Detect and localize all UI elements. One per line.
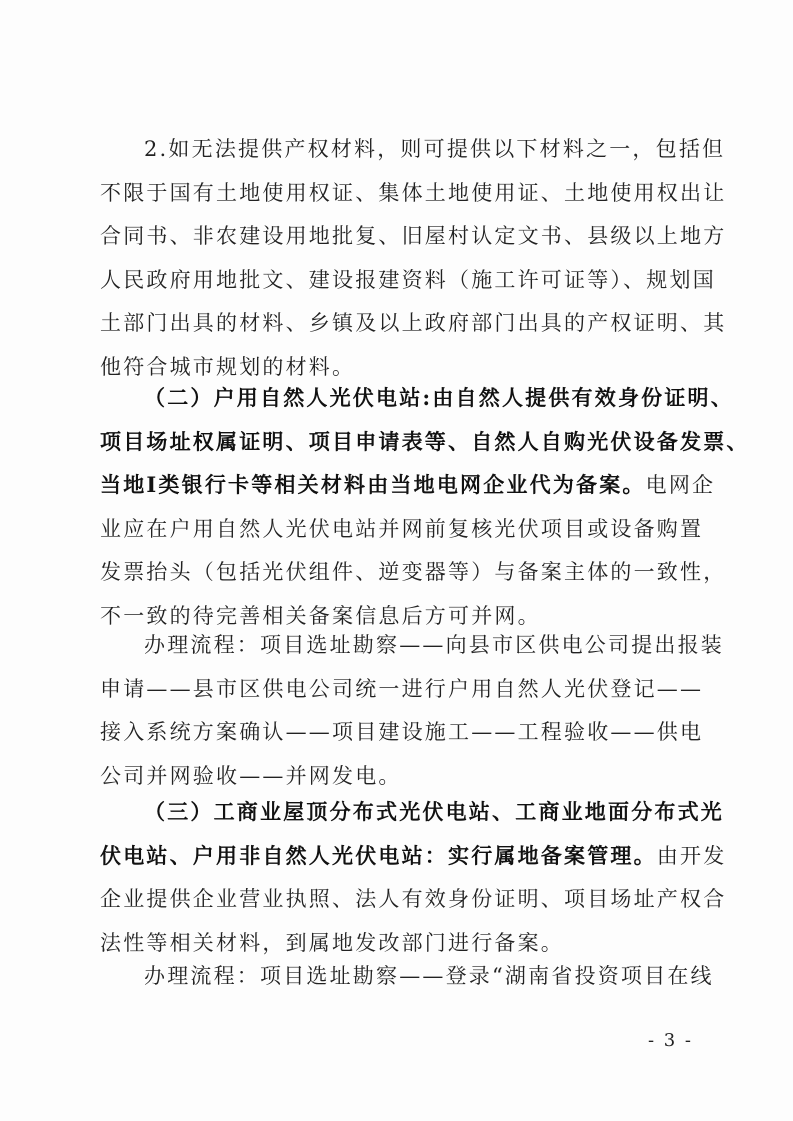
text-line: 土部门出具的材料、乡镇及以上政府部门出具的产权证明、其: [100, 311, 727, 335]
text-line: 公司并网验收——并网发电。: [100, 763, 402, 788]
paragraph-process-household: [100, 624, 724, 798]
section-heading-line: （三）工商业屋顶分布式光伏电站、工商业地面分布式光: [144, 799, 724, 824]
text-line: 人民政府用地批文、建设报建资料（施工许可证等）、规划国: [100, 267, 716, 292]
text-line: 不限于国有土地使用权证、集体土地使用证、土地使用权出让: [100, 180, 727, 205]
paragraph-commercial-distributed: [100, 790, 727, 965]
text-segment: 由开发: [656, 843, 727, 868]
bold-text-line: 项目场址权属证明、项目申请表等、自然人自购光伏设备发票、: [100, 428, 750, 454]
text-line: 业应在户用自然人光伏电站并网前复核光伏项目或设备购置: [100, 516, 704, 541]
text-line: 接入系统方案确认——项目建设施工——工程验收——供电: [100, 720, 704, 744]
bold-text-segment: 伏电站、户用非自然人光伏电站：实行属地备案管理。: [100, 842, 657, 868]
mixed-text-line: [100, 834, 727, 879]
paragraph-property-materials: [100, 128, 727, 389]
text-line: 不一致的待完善相关备案信息后方可并网。: [100, 603, 541, 628]
text-line: 办理流程：项目选址勘察——向县市区供电公司提出报装: [144, 633, 724, 657]
text-line: 申请——县市区供电公司统一进行户用自然人光伏登记——: [100, 676, 704, 701]
paragraph-process-commercial: [100, 955, 714, 999]
page-number: - 3 -: [647, 1030, 693, 1051]
section-heading-line: （二）户用自然人光伏电站:由自然人提供有效身份证明、: [144, 385, 734, 410]
text-line: 发票抬头（包括光伏组件、逆变器等）与备案主体的一致性，: [100, 560, 727, 584]
text-line: 他符合城市规划的材料。: [100, 354, 356, 379]
text-segment: 电网企: [645, 473, 716, 497]
text-line: 2.如无法提供产权材料，则可提供以下材料之一，包括但: [144, 137, 726, 161]
text-line: 企业提供企业营业执照、法人有效身份证明、项目场址产权合: [100, 887, 727, 911]
text-line: 办理流程：项目选址勘察——登录“湖南省投资项目在线: [144, 964, 714, 988]
mixed-text-line: [100, 463, 716, 508]
text-line: 法性等相关材料，到属地发改部门进行备案。: [100, 930, 564, 955]
text-line: 合同书、非农建设用地批复、旧屋村认定文书、县级以上地方: [100, 224, 727, 248]
bold-text-segment: 当地Ⅰ类银行卡等相关材料由当地电网企业代为备案。: [100, 472, 646, 497]
paragraph-household-natural-person: [100, 376, 750, 638]
